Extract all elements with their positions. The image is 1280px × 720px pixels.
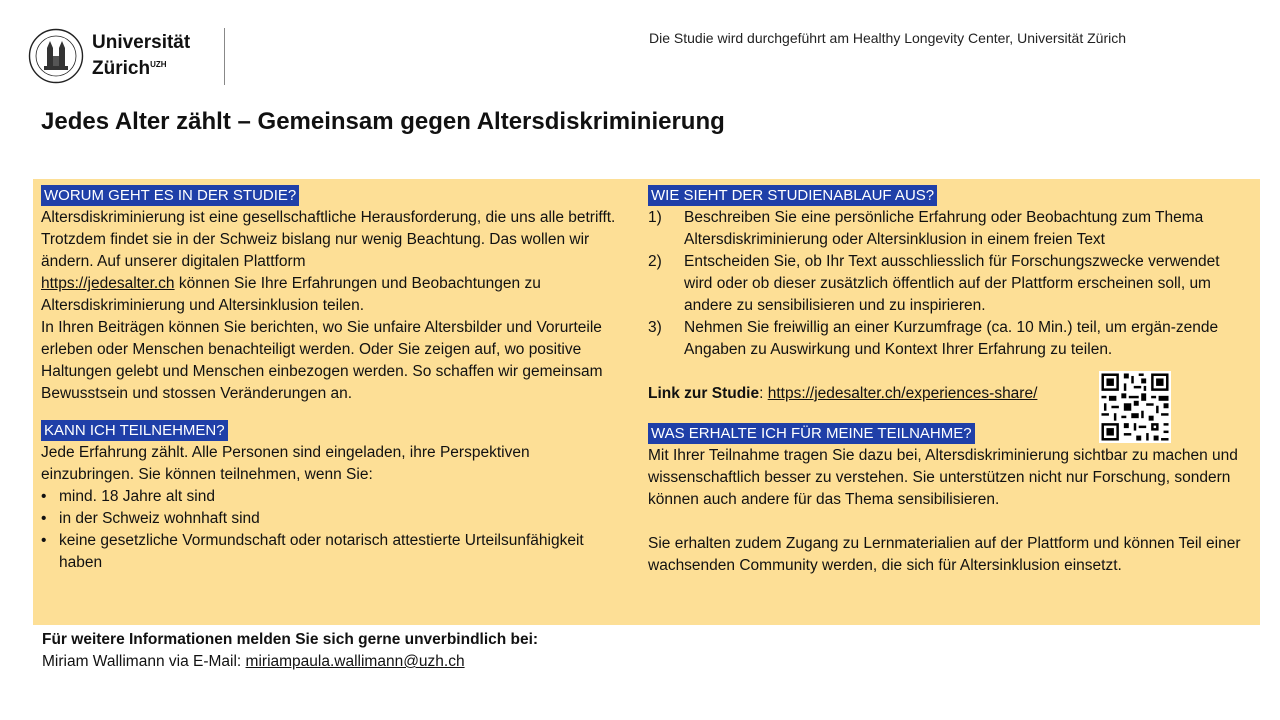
footer	[42, 629, 538, 673]
benefit-text: Mit Ihrer Teilnahme tragen Sie dazu bei, Altersdiskriminierung sichtbar zu machen und wissenschaftlich besser zu verstehen. Sie unterstützen nicht nur Forschung, sondern können auch andere für das Thema sensibilisieren.	[648, 447, 1238, 508]
qr-code-icon[interactable]	[1099, 371, 1171, 443]
list-item: 3) Nehmen Sie freiwillig an einer Kurzumfrage (ca. 10 Min.) teil, um ergän-zende Angaben zu Auswirkung und Kontext Ihrer Erfahrung zu teilen.	[648, 319, 1219, 358]
benefit-text-2: Sie erhalten zudem Zugang zu Lernmaterialien auf der Plattform und können Teil einer wachsenden Community werden, die sich für Altersinklusion einsetzt.	[648, 535, 1241, 574]
list-item: 2) Entscheiden Sie, ob Ihr Text ausschliesslich für Forschungszwecke verwendet wird oder ob dieser zusätzlich öffentlich auf der Plattform erscheinen soll, um andere zu sensibilisieren und zu inspirieren.	[648, 253, 1220, 314]
conducted-by-text: Die Studie wird durchgeführt am Healthy Longevity Center, Universität Zürich	[649, 30, 1126, 46]
logo-divider	[224, 28, 225, 85]
page-title: Jedes Alter zählt – Gemeinsam gegen Altersdiskriminierung	[41, 108, 725, 135]
about-text: Altersdiskriminierung ist eine gesellschaftliche Herausforderung, die uns alle betrifft. Trotzdem findet sie in der Schweiz bislang nur wenig Beachtung. Das wollen wir ändern. Auf unserer digitalen Plattform https://jedesalter.ch können Sie Ihre Erfahrungen und Beobachtungen zu Altersdiskriminierung und Altersinklusion teilen.	[41, 209, 616, 314]
list-item: • mind. 18 Jahre alt sind	[41, 486, 616, 508]
info-panel	[33, 179, 1260, 625]
email-link[interactable]: miriampaula.wallimann@uzh.ch	[245, 653, 465, 670]
left-column	[41, 185, 616, 574]
about-heading: WORUM GEHT ES IN DER STUDIE?	[41, 185, 299, 206]
university-logo	[28, 28, 190, 84]
footer-heading: Für weitere Informationen melden Sie sich gerne unverbindlich bei:	[42, 631, 539, 648]
university-name: Universität Zürich$^{UZH}$	[92, 32, 191, 79]
contact-line: Miriam Wallimann via E-Mail: miriampaula.wallimann@uzh.ch	[42, 653, 465, 670]
study-link[interactable]: https://jedesalter.ch/experiences-share/	[767, 385, 1038, 402]
process-heading: WIE SIEHT DER STUDIENABLAUF AUS?	[648, 185, 937, 206]
participate-heading: KANN ICH TEILNEHMEN?	[41, 420, 228, 441]
list-item: • keine gesetzliche Vormundschaft oder notarisch attestierte Urteilsunfähigkeit haben	[41, 530, 616, 574]
list-item: 1) Beschreiben Sie eine persönliche Erfahrung oder Beobachtung zum Thema Altersdiskriminierung oder Altersinklusion in einem freien Text	[648, 209, 1204, 248]
process-steps	[648, 207, 1248, 361]
platform-link[interactable]: https://jedesalter.ch	[41, 275, 175, 292]
participate-intro: Jede Erfahrung zählt. Alle Personen sind eingeladen, ihre Perspektiven einzubringen. Sie können teilnehmen, wenn Sie:	[41, 444, 530, 483]
study-link-line: Link zur Studie: https://jedesalter.ch/experiences-share/	[648, 385, 1038, 402]
about-text-2: In Ihren Beiträgen können Sie berichten, wo Sie unfaire Altersbilder und Vorurteile erleben oder Menschen benachteiligt werden. Oder Sie zeigen auf, wo positive Haltungen gelebt und Menschen einbezogen werden. So schaffen wir gemeinsam Bewusstsein und stossen Veränderungen an.	[41, 319, 603, 402]
university-seal-icon	[28, 28, 84, 84]
benefit-heading: WAS ERHALTE ICH FÜR MEINE TEILNAHME?	[648, 423, 975, 444]
list-item: • in der Schweiz wohnhaft sind	[41, 508, 616, 530]
criteria-list	[41, 486, 616, 574]
